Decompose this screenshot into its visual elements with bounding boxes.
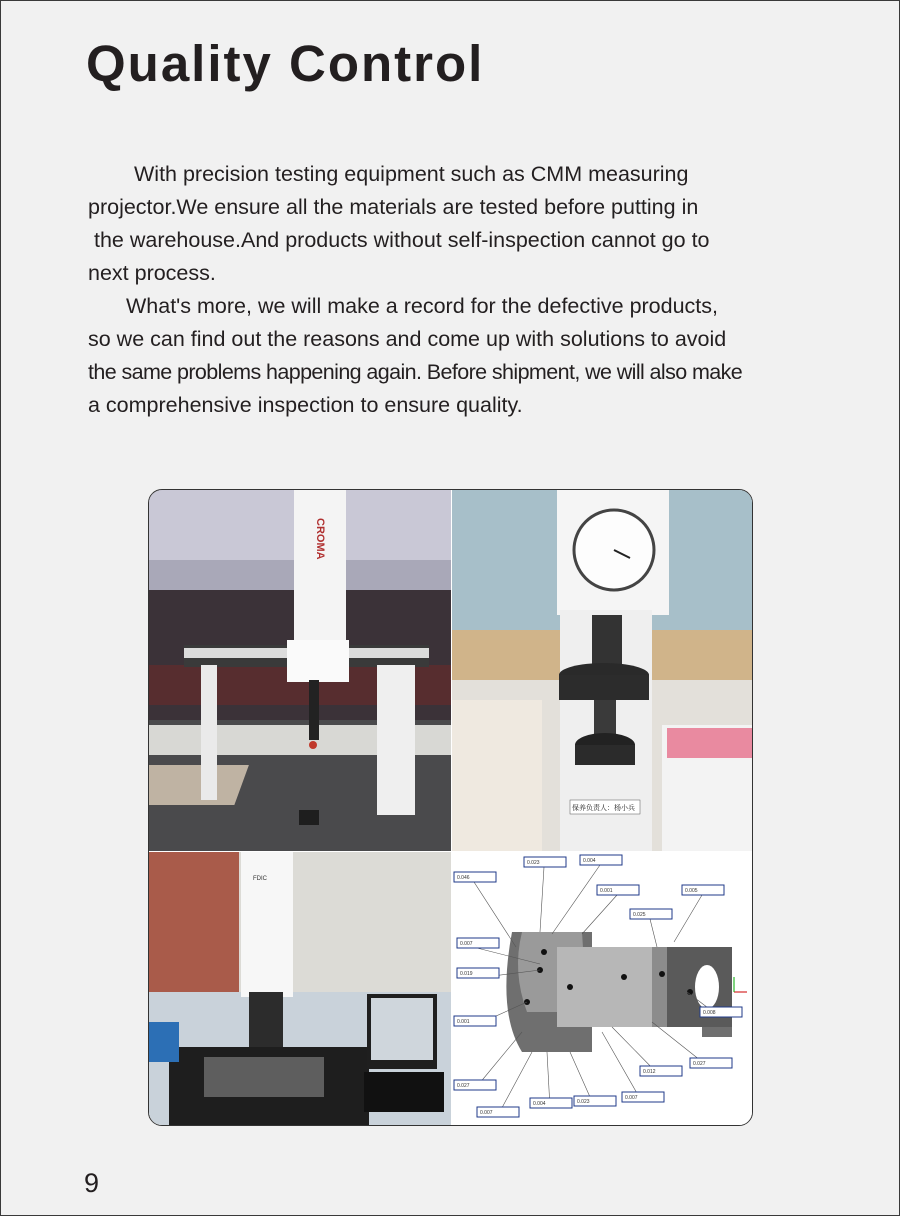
measurement-tag-value: 0.019 <box>460 971 473 977</box>
paragraph-2-line-4: a comprehensive inspection to ensure quality. <box>88 393 523 417</box>
measurement-tag-value: 0.012 <box>643 1069 656 1075</box>
tag-leader-line <box>650 919 657 947</box>
paragraph-1-line-4: next process. <box>88 261 216 285</box>
measurement-tag-value: 0.001 <box>600 888 613 894</box>
paragraph-1-line-3: the warehouse.And products without self-inspection cannot go to <box>88 228 710 252</box>
measuring-projector-photo <box>149 852 451 1126</box>
measurement-tag-value: 0.027 <box>457 1083 470 1089</box>
page-number: 9 <box>84 1168 100 1198</box>
paragraph-1-line-1: With precision testing equipment such as CMM measuring <box>134 162 689 186</box>
photo-grid <box>148 489 753 1126</box>
measurement-tag-value: 0.007 <box>480 1110 493 1116</box>
tag-leader-line <box>540 867 544 932</box>
cmm-machine-photo <box>149 490 451 851</box>
tag-leader-line <box>474 882 516 947</box>
projector-badge: FDIC <box>253 876 267 882</box>
paragraph-2-line-1: What's more, we will make a record for the defective products, <box>126 294 719 318</box>
paragraph-2-line-2: so we can find out the reasons and come up with solutions to avoid <box>88 327 727 351</box>
measurement-tag-value: 0.025 <box>633 912 646 918</box>
paragraph-1 <box>88 158 818 290</box>
hardness-tester-photo <box>452 490 753 851</box>
measurement-tag-value: 0.007 <box>460 941 473 947</box>
measurement-tag-value: 0.008 <box>703 1010 716 1016</box>
measurement-tag-value: 0.027 <box>693 1061 706 1067</box>
measurement-tag-value: 0.046 <box>457 875 470 881</box>
inspection-report-diagram <box>452 852 753 1126</box>
paragraph-2 <box>88 290 818 422</box>
hardness-tester-label: 保养负责人：杨小兵 <box>572 804 635 812</box>
tag-leader-line <box>552 865 600 934</box>
tag-leader-line <box>674 895 702 942</box>
measurement-tag-value: 0.023 <box>577 1099 590 1105</box>
paragraph-1-line-2: projector.We ensure all the materials are tested before putting in <box>88 195 699 219</box>
tag-leader-line <box>582 895 617 934</box>
croma-brand-text: CROMA <box>314 518 326 560</box>
measurement-tag-value: 0.004 <box>533 1101 546 1107</box>
measurement-tag-value: 0.007 <box>625 1095 638 1101</box>
page-title: Quality Control <box>86 35 485 92</box>
measurement-tag-value: 0.023 <box>527 860 540 866</box>
measurement-tag-value: 0.001 <box>457 1019 470 1025</box>
paragraph-2-line-3: the same problems happening again. Before shipment, we will also make <box>88 360 743 384</box>
body-text <box>88 158 818 422</box>
measurement-tag-value: 0.004 <box>583 858 596 864</box>
measurement-tag-value: 0.005 <box>685 888 698 894</box>
